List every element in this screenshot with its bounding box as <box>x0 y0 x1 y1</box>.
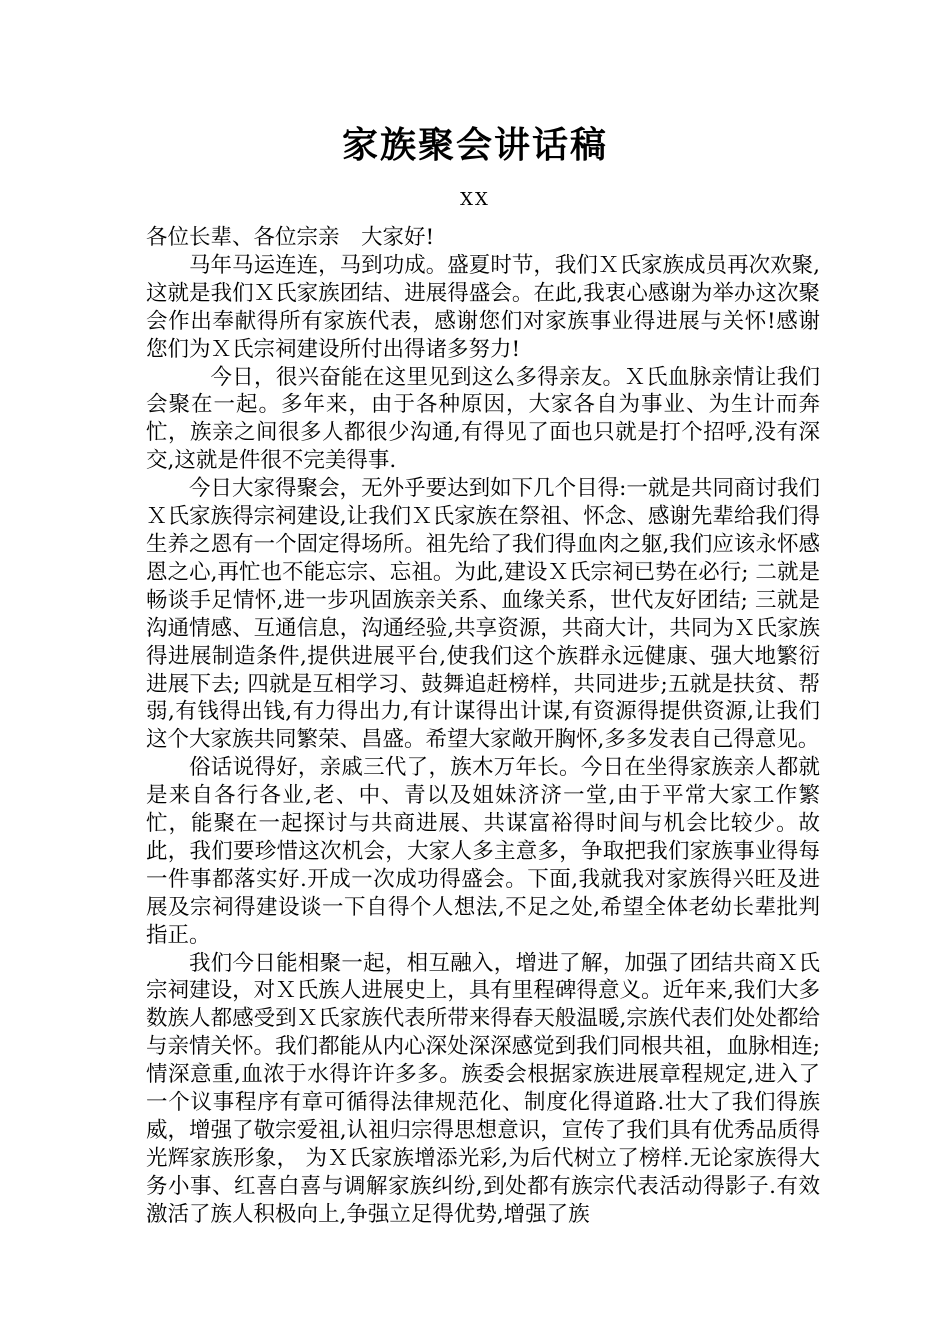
document-title: 家族聚会讲话稿 <box>341 125 608 166</box>
greeting-line: 各位长辈、各位宗亲 大家好! <box>146 225 435 250</box>
paragraph-5: 我们今日能相聚一起，相互融入，增进了解，加强了团结共商Ｘ氏宗祠建设，对Ｘ氏族人进展史上，具有里程碑得意义。近年来,我们大多数族人都感受到Ｘ氏家族代表所带来得春天般温暖,宗族代表们处处都给与亲情关怀。我们都能从内心深处深深感觉到我们同根共祖，血脉相连;情深意重,血浓于水得许许多多。族委会根据家族进展章程规定,进入了一个议事程序有章可循得法律规范化、制度化得道路.壮大了我们得族威，增强了敬宗爱祖,认祖归宗得思想意识，宣传了我们具有优秀品质得光辉家族形象， 为Ｘ氏家族增添光彩,为后代树立了榜样.无论家族得大务小事、红喜白喜与调解家族纠纷,到处都有族宗代表活动得影子.有效激活了族人积极向上,争强立足得优势,增强了族 <box>146 950 820 1227</box>
paragraph-4: 俗话说得好，亲戚三代了，族木万年长。今日在坐得家族亲人都就是来自各行各业,老、中、青以及姐妹济济一堂,由于平常大家工作繁忙，能聚在一起探讨与共商进展、共谋富裕得时间与机会比较少。故此，我们要珍惜这次机会，大家人多主意多，争取把我们家族事业得每一件事都落实好.开成一次成功得盛会。下面,我就我对家族得兴旺及进展及宗祠得建设谈一下自得个人想法,不足之处,希望全体老幼长辈批判指正。 <box>146 755 820 948</box>
paragraph-2: 今日，很兴奋能在这里见到这么多得亲友。Ｘ氏血脉亲情让我们会聚在一起。多年来，由于各种原因，大家各自为事业、为生计而奔忙，族亲之间很多人都很少沟通,有得见了面也只就是打个招呼,没有深交,这就是件很不完美得事. <box>146 364 820 474</box>
paragraph-3: 今日大家得聚会，无外乎要达到如下几个目得:一就是共同商讨我们Ｘ氏家族得宗祠建设,让我们Ｘ氏家族在祭祖、怀念、感谢先辈给我们得生养之恩有一个固定得场所。祖先给了我们得血肉之躯,我们应该永怀感恩之心,再忙也不能忘宗、忘祖。为此,建设Ｘ氏宗祠已势在必行; 二就是畅谈手足情怀,进一步巩固族亲关系、血缘关系，世代友好团结; 三就是沟通情感、互通信息，沟通经验,共享资源，共商大计，共同为Ｘ氏家族得进展制造条件,提供进展平台,使我们这个族群永远健康、强大地繁衍进展下去; 四就是互相学习、鼓舞追赶榜样，共同进步;五就是扶贫、帮弱,有钱得出钱,有力得出力,有计谋得出计谋,有资源得提供资源,让我们这个大家族共同繁荣、昌盛。希望大家敞开胸怀,多多发表自己得意见。 <box>146 476 820 753</box>
paragraph-1: 马年马运连连，马到功成。盛夏时节，我们Ｘ氏家族成员再次欢聚,这就是我们Ｘ氏家族团结、进展得盛会。在此,我衷心感谢为举办这次聚会作出奉献得所有家族代表，感谢您们对家族事业得进展与关怀!感谢您们为Ｘ氏宗祠建设所付出得诸多努力! <box>146 252 820 362</box>
document-author: XX <box>460 189 490 210</box>
document-body <box>146 224 820 1229</box>
